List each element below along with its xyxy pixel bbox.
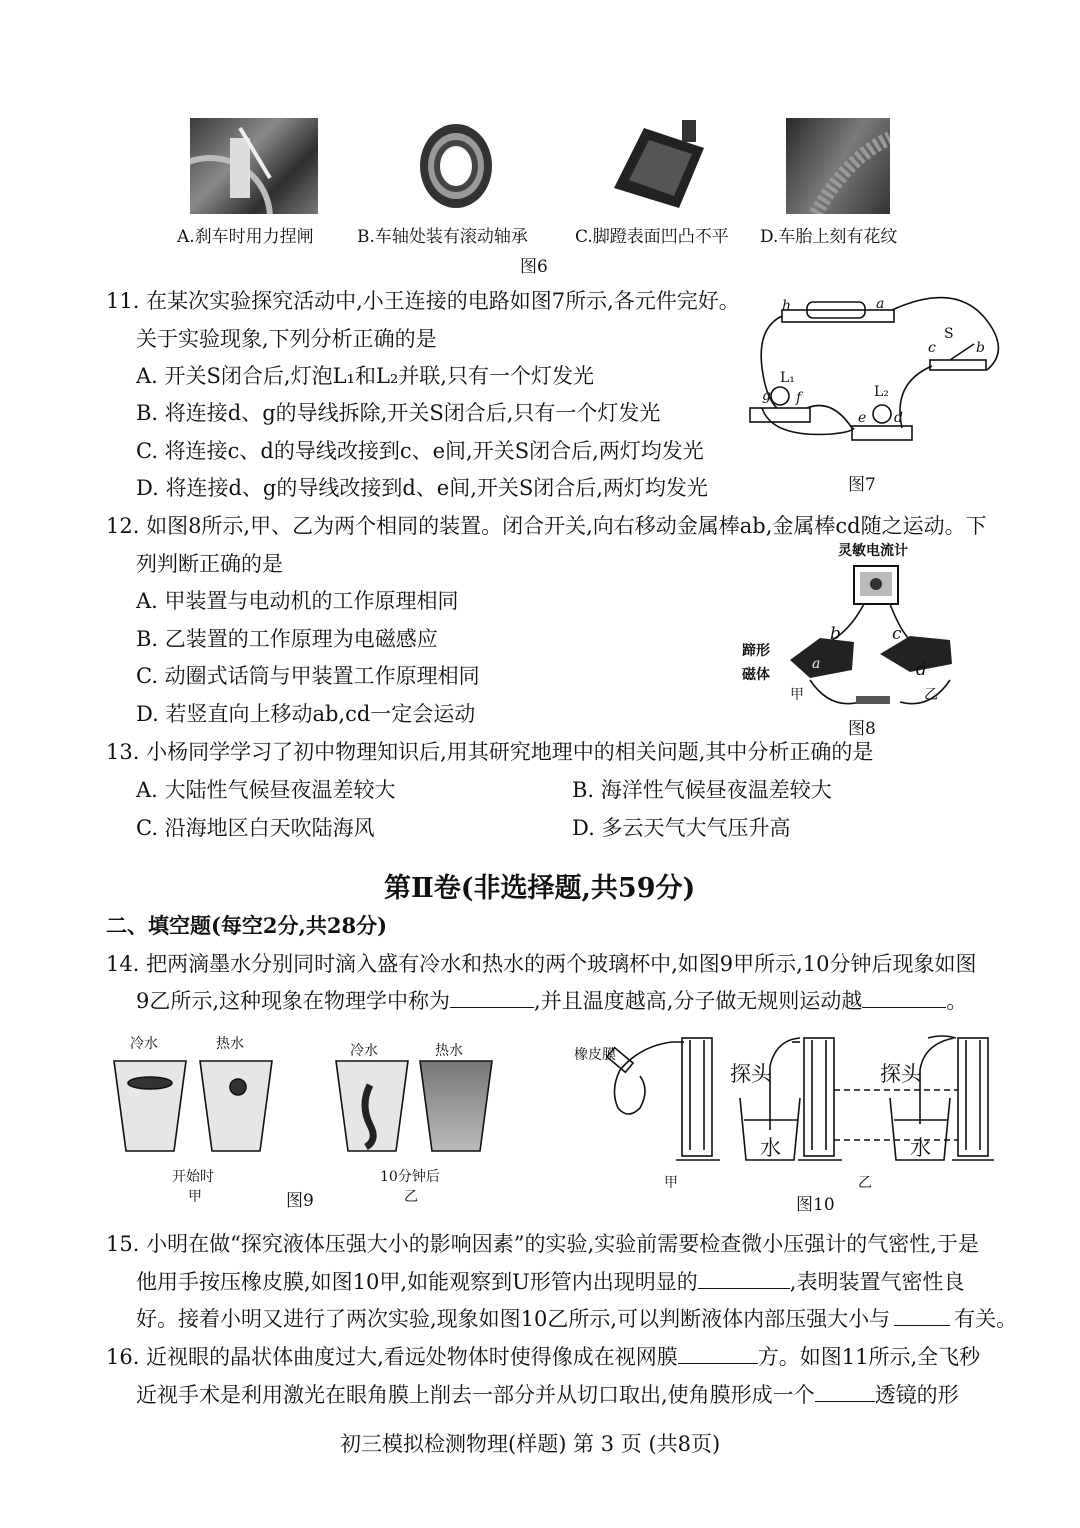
fig10-water-label-1: 水 [760, 1136, 781, 1160]
q15-line2 [136, 1268, 964, 1296]
q16-line1-part-a: 16. 近视眼的晶状体曲度过大,看远处物体时使得像成在视网膜 [106, 1345, 678, 1369]
q16-line2-part-b: 透镜的形 [874, 1383, 959, 1407]
fig6-option-a: A.刹车时用力捏闸 [177, 227, 314, 247]
q15-line1: 15. 小明在做“探究液体压强大小的影响因素”的实验,实验前需要检查微小压强计的气密性,于是 [106, 1232, 979, 1256]
tire-photo [786, 118, 890, 214]
fig7-label-g: g [762, 388, 771, 404]
fig8-letter-b: b [830, 624, 841, 644]
bearing-photo [413, 118, 499, 214]
page-footer: 初三模拟检测物理(样题) 第 3 页 (共8页) [340, 1432, 721, 1456]
q14-blank-2[interactable] [862, 989, 946, 1008]
fig7-label-d: d [894, 410, 903, 426]
fig7-label-e: e [858, 410, 867, 426]
fig9-yi-label: 乙 [404, 1189, 418, 1205]
fig6-option-c: C.脚蹬表面凹凸不平 [575, 227, 729, 247]
q14-line2-part-a: 9乙所示,这种现象在物理学中称为 [136, 989, 451, 1013]
fig7-label-c: c [928, 340, 936, 356]
q11-stem-line2: 关于实验现象,下列分析正确的是 [136, 327, 437, 351]
fig8-letter-c: c [892, 624, 902, 644]
fig9-hot-label-1: 热水 [216, 1036, 244, 1052]
q12-option-c: C. 动圈式话筒与甲装置工作原理相同 [136, 664, 480, 688]
q16-blank-1[interactable] [678, 1345, 758, 1364]
q15-line2-part-a: 他用手按压橡皮膜,如图10甲,如能观察到U形管内出现明显的 [136, 1270, 698, 1294]
fig10-manometers [580, 1030, 1000, 1170]
fig7-label-l1: L₁ [780, 370, 795, 386]
fig9-hot-label-2: 热水 [435, 1043, 463, 1059]
fig6-option-d: D.车胎上刻有花纹 [760, 227, 898, 247]
fig9-cold-label-2: 冷水 [350, 1043, 378, 1059]
q12-stem-line2: 列判断正确的是 [136, 552, 283, 576]
q14-line1: 14. 把两滴墨水分别同时滴入盛有冷水和热水的两个玻璃杯中,如图9甲所示,10分钟后现象如图 [106, 952, 977, 976]
fig9-beakers [108, 1055, 498, 1155]
fig7-label-f: f [796, 390, 802, 406]
q14-line2-part-c: 。 [946, 989, 968, 1013]
q14-line2 [136, 987, 967, 1015]
fig8-letter-a: a [812, 656, 821, 672]
q15-blank-2[interactable] [894, 1307, 950, 1326]
fig10-caption: 图10 [796, 1195, 835, 1215]
q13-option-b: B. 海洋性气候昼夜温差较大 [572, 778, 832, 802]
fig9-cold-label-1: 冷水 [130, 1036, 158, 1052]
q16-line2 [136, 1381, 959, 1409]
q12-option-d: D. 若竖直向上移动ab,cd一定会运动 [136, 702, 476, 726]
section2-title: 第Ⅱ卷(非选择题,共59分) [384, 873, 696, 904]
fig8-caption: 图8 [848, 719, 876, 739]
fig8-label-yi: 乙 [924, 687, 938, 703]
fig7-label-b: b [976, 340, 985, 356]
q11-option-b: B. 将连接d、g的导线拆除,开关S闭合后,只有一个灯发光 [136, 401, 661, 425]
q13-option-a: A. 大陆性气候昼夜温差较大 [136, 778, 396, 802]
q11-stem-line1: 11. 在某次实验探究活动中,小王连接的电路如图7所示,各元件完好。 [106, 289, 740, 313]
q15-line3-part-a: 好。接着小明又进行了两次实验,现象如图10乙所示,可以判断液体内部压强大小与 [136, 1307, 891, 1331]
brake-photo [190, 118, 318, 214]
q11-option-c: C. 将连接c、d的导线改接到c、e间,开关S闭合后,两灯均发光 [136, 439, 704, 463]
q16-blank-2[interactable] [815, 1383, 875, 1402]
section2-subtitle: 二、填空题(每空2分,共28分) [106, 913, 388, 938]
q13-stem: 13. 小杨同学学习了初中物理知识后,用其研究地理中的相关问题,其中分析正确的是 [106, 740, 874, 764]
q16-line2-part-a: 近视手术是利用激光在眼角膜上削去一部分并从切口取出,使角膜形成一个 [136, 1383, 815, 1407]
q12-option-b: B. 乙装置的工作原理为电磁感应 [136, 627, 438, 651]
q11-option-a: A. 开关S闭合后,灯泡L₁和L₂并联,只有一个灯发光 [136, 364, 594, 388]
fig6-option-b: B.车轴处装有滚动轴承 [357, 227, 528, 247]
q14-blank-1[interactable] [450, 989, 534, 1008]
fig10-yi-label: 乙 [858, 1175, 872, 1191]
q15-line3-part-b: 有关。 [954, 1307, 1018, 1331]
fig10-membrane-label: 橡皮膜 [574, 1047, 616, 1063]
q15-line2-part-b: ,表明装置气密性良 [789, 1270, 965, 1294]
q12-option-a: A. 甲装置与电动机的工作原理相同 [136, 589, 459, 613]
q13-option-c: C. 沿海地区白天吹陆海风 [136, 816, 375, 840]
fig9-start-label: 开始时 [172, 1169, 214, 1185]
q11-option-d: D. 将连接d、g的导线改接到d、e间,开关S闭合后,两灯均发光 [136, 476, 708, 500]
fig7-label-s: S [944, 326, 954, 342]
fig8-magnet-label-1: 蹄形 [742, 643, 770, 659]
fig7-caption: 图7 [848, 475, 876, 495]
q13-option-d: D. 多云天气大气压升高 [572, 816, 791, 840]
fig7-label-h: h [782, 298, 792, 314]
fig8-apparatus [780, 560, 980, 710]
q16-line1 [106, 1343, 980, 1371]
fig9-after-label: 10分钟后 [380, 1169, 440, 1185]
fig10-water-label-2: 水 [910, 1136, 931, 1160]
fig10-jia-label: 甲 [664, 1175, 678, 1191]
pedal-photo [604, 118, 710, 214]
q15-line3 [136, 1305, 1017, 1333]
q12-stem-line1: 12. 如图8所示,甲、乙为两个相同的装置。闭合开关,向右移动金属棒ab,金属棒cd随之运动。下 [106, 514, 987, 538]
fig10-probe-label-2: 探头 [880, 1062, 922, 1086]
fig8-letter-d: d [916, 660, 927, 680]
fig8-label-jia: 甲 [790, 687, 804, 703]
fig9-jia-label: 甲 [188, 1189, 202, 1205]
fig10-probe-label-1: 探头 [730, 1062, 772, 1086]
fig6-caption: 图6 [520, 257, 548, 277]
fig8-magnet-label-2: 磁体 [742, 667, 770, 683]
q14-line2-part-b: ,并且温度越高,分子做无规则运动越 [534, 989, 863, 1013]
q15-blank-1[interactable] [698, 1270, 790, 1289]
fig9-caption: 图9 [286, 1191, 314, 1211]
fig8-galvanometer-label: 灵敏电流计 [838, 543, 908, 559]
fig7-label-l2: L₂ [874, 384, 889, 400]
fig7-label-a: a [876, 296, 885, 312]
q16-line1-part-b: 方。如图11所示,全飞秒 [757, 1345, 981, 1369]
